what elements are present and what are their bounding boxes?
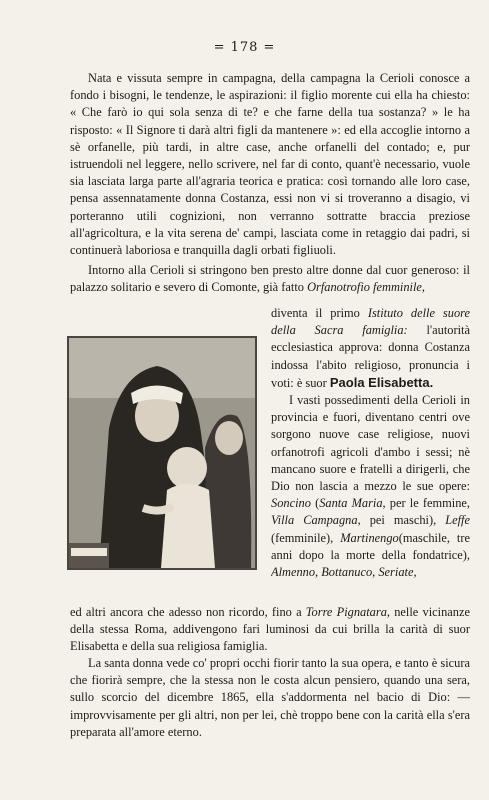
paragraph-2-text: Intorno alla Cerioli si stringono ben presto altre donne dal cuor generoso: il palazzo solitario e severo di Comonte, già fatto	[70, 263, 470, 295]
place-note: pei maschi),	[360, 513, 446, 528]
istituto-italic: Istituto delle suore della Sacra famiglia:	[271, 306, 470, 338]
place-note: (maschile, tre anni dopo la morte della fondatrice),	[271, 530, 470, 562]
paola-elisabetta-bold: Paola Elisabetta.	[329, 374, 434, 390]
place-soncino: Soncino	[271, 496, 311, 511]
paragraph-3-text: I vasti possedimenti della Cerioli in provincia e fuori, diventano centri ove sorgono nuove case religiose, nuovi orfanotrofi agricoli d'ambo i sessi; nè mancano suore e fratelli a dirigerli, che Dio non lascia a mezzo le sue opere:	[271, 393, 470, 494]
place-almenno-bottanuco-seriate: Almenno, Bottanuco, Seriate,	[271, 565, 417, 580]
place-note: per le femmine,	[385, 496, 470, 511]
paragraph-2-right: diventa il primo Istituto delle suore della Sacra famiglia: l'autorità ecclesiastica approva: donna Costanza indossa l'abito religioso, pronuncia i voti: è suor Paola Elisabetta. I vasti possedimenti della Cerioli in provincia e fuori, diventano centri ove sorgono nuove case religiose, nuovi orfanotrofi agricoli d'ambo i sessi; nè mancano suore e fratelli a dirigerli, che Dio non lascia a mezzo le sue opere: Soncino (Santa Maria, per le femmine, Villa Campagna, pei maschi), Leffe (femminile), Martinengo(maschile, tre anni dopo la morte della fondatrice), Almenno, Bottanuco, Seriate,	[271, 306, 470, 580]
place-leffe: Leffe	[445, 513, 470, 528]
place-villa-campagna: Villa Campagna,	[271, 513, 361, 528]
orfanotrofio-italic: Orfanotrofio femminile,	[307, 280, 426, 295]
paragraph-1: Nata e vissuta sempre in campagna, della campagna la Cerioli conosce a fondo i bisogni, le tendenze, le aspirazioni: il figlio morente cui ella ha chiesto: « Che farò io qui sola senza di te? e che farne della tua sostanza? » le ha risposto: « Il Signore ti darà altri figli da mantenere »: ed ella accoglie intorno a sè orfanelle, più tardi, in altre case, anche orfanelli del contado; e, pur istruendoli nel leggere, nello scrivere, nel far di conto, quant'è necessario, vuole sia lasciata larga parte all'agraria teorica e pratica: così tornando alle loro case, pensa assennatamente donna Costanza, essi non vi si troveranno a disagio, vi porteranno utili cognizioni, non verranno sottratte braccia preziose all'agricoltura, e la vita serena de' campi, lasciata come in retaggio dai padri, si continuerà laboriosa e tranquilla dagli orbati figliuoli.	[70, 71, 470, 258]
paragraph-2-text-end: l'autorità ecclesiastica approva: donna Costanza indossa l'abito religioso, pronuncia i voti: è suor	[271, 323, 470, 390]
paragraph-3-text-c: nelle vicinanze della stessa Roma, addivengono fari luminosi da cui brilla la carità di suor Elisabetta e della sua religiosa famiglia.	[70, 605, 470, 654]
place-martinengo: Martinengo	[340, 530, 399, 545]
place-torre-pignatara: Torre Pignatara,	[305, 605, 390, 619]
paragraph-2-text-mid: diventa il primo	[271, 306, 368, 320]
nuns-with-child-photograph	[67, 336, 257, 570]
paragraph-3-text-b: ed altri ancora che adesso non ricordo, fino a	[70, 605, 306, 619]
place-santa-maria: Santa Maria,	[319, 496, 386, 511]
page-number: = 178 =	[213, 40, 276, 55]
place-note: (femminile),	[271, 530, 341, 545]
paragraph-2-top	[70, 262, 470, 305]
paragraph-4: La santa donna vede co' propri occhi fiorir tanto la sua opera, e tanto è sicura che fiorirà sempre, che la stessa non le costa alcun pensiero, quando una sera, sullo scorcio del dicembre 1865, ella s'addormenta nel bacio di Dio: — improvvisamente per gli altri, non per lei, chè troppo bene con la carità ella s'era preparata all'amore eterno.	[70, 656, 470, 739]
